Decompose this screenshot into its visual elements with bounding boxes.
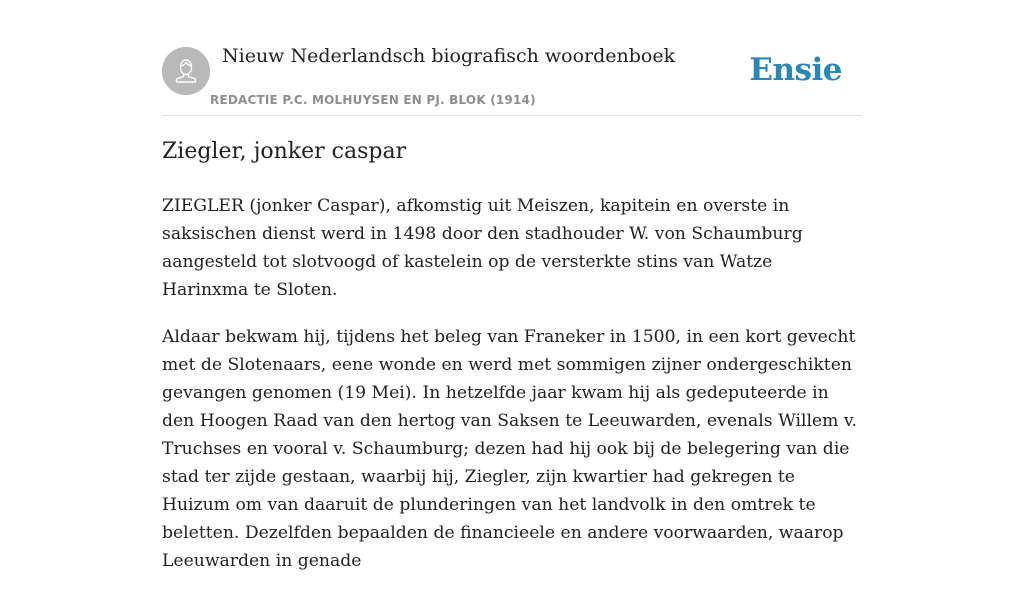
- user-silhouette-icon: [162, 47, 210, 95]
- entry-paragraph: Aldaar bekwam hij, tijdens het beleg van Franeker in 1500, in een kort gevecht met de Slotenaars, eene wonde en werd met sommigen zijner ondergeschikten gevangen genomen (19 Mei). In hetzelfde jaar kwam hij als gedeputeerde in den Hoogen Raad van den hertog van Saksen te Leeuwarden, evenals Willem v. Truchses en vooral v. Schaumburg; dezen had hij ook bij de belegering van die stad ter zijde gestaan, waarbij hij, Ziegler, zijn kwartier had gekregen te Huizum om van daaruit de plunderingen van het landvolk in den omtrek te beletten. Dezelfden bepaalden de financieele en andere voorwaarden, waarop Leeuwarden in genade: [162, 327, 858, 571]
- editors-line: REDACTIE P.C. MOLHUYSEN EN PJ. BLOK (1914): [210, 93, 536, 107]
- entry-title: Ziegler, jonker caspar: [162, 139, 407, 164]
- ensie-logo[interactable]: Ensie: [749, 52, 842, 88]
- entry-body: [162, 192, 862, 594]
- content-column: [162, 0, 862, 571]
- book-title[interactable]: Nieuw Nederlandsch biografisch woordenboek: [222, 45, 676, 67]
- source-header: [162, 0, 862, 116]
- entry-paragraph: ZIEGLER (jonker Caspar), afkomstig uit Meiszen, kapitein en overste in saksischen dienst werd in 1498 door den stadhouder W. von Schaumburg aangesteld tot slotvoogd of kastelein op de versterkte stins van Watze Harinxma te Sloten.: [162, 196, 803, 300]
